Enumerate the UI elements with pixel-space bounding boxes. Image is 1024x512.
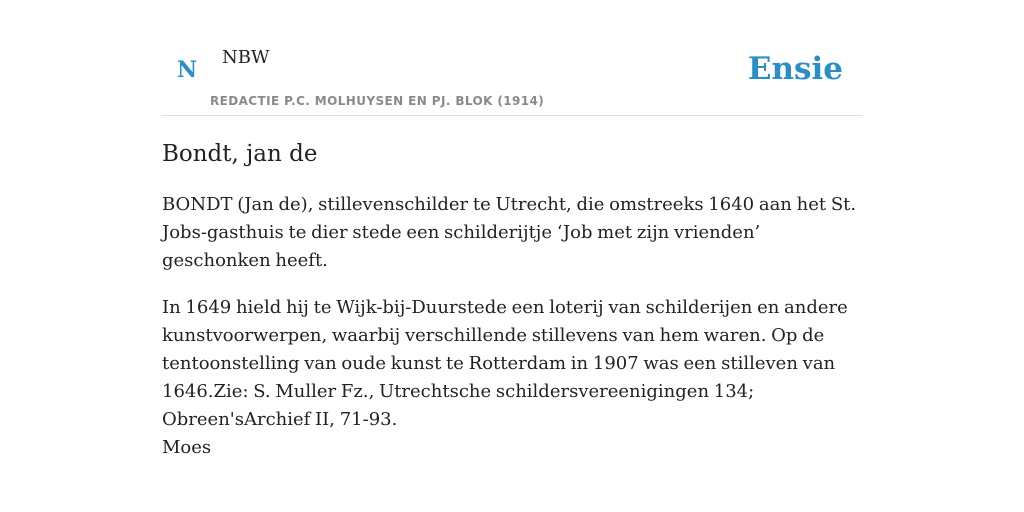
nbw-logo-link[interactable]: N [177, 57, 198, 83]
article-title: Bondt, jan de [162, 141, 318, 167]
article-body [162, 191, 862, 453]
series-name: NBW [222, 47, 270, 68]
page [162, 0, 862, 512]
article-paragraph: In 1649 hield hij te Wijk-bij-Duurstede een loterij van schilderijen en andere kunstvoorwerpen, waarbij verschillende stillevens van hem waren. Op de tentoonstelling van oude kunst te Rotterdam in 1907 was een stilleven van 1646.Zie: S. Muller Fz., Utrechtsche schildersvereenigingen 134; Obreen'sArchief II, 71-93. [162, 297, 848, 430]
header [162, 0, 862, 116]
article-author: Moes [162, 437, 212, 458]
edition-label: REDACTIE P.C. MOLHUYSEN EN PJ. BLOK (1914) [210, 94, 545, 108]
article-paragraph: BONDT (Jan de), stillevenschilder te Utrecht, die omstreeks 1640 aan het St. Jobs-gasthuis te dier stede een schilderijtje ‘Job met zijn vrienden’ geschonken heeft. [162, 194, 857, 271]
ensie-logo-link[interactable]: Ensie [747, 51, 843, 87]
